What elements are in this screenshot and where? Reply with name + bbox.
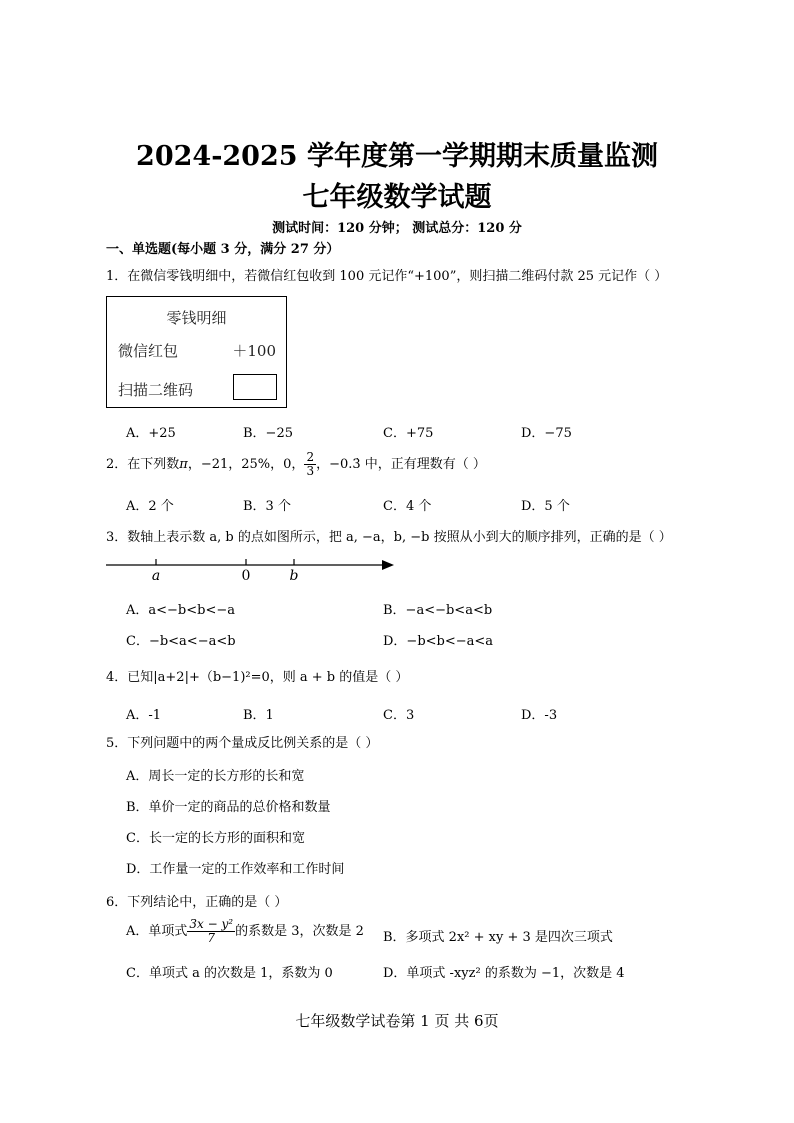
q4-option-b: B．1 (243, 708, 274, 723)
q2-frac-den: 3 (306, 464, 315, 478)
q4-stem: 4．已知|a+2|+（b−1)²=0，则 a + b 的值是（ ） (106, 670, 409, 685)
q4-option-a: A．-1 (126, 708, 162, 723)
q1-option-c: C．+75 (383, 426, 434, 441)
q6-option-d: D．单项式 -xyz² 的系数为 −1，次数是 4 (383, 966, 625, 981)
box-blank-field (233, 374, 277, 400)
q5-option-a: A．周长一定的长方形的长和宽 (126, 769, 305, 784)
q5-option-c: C．长一定的长方形的面积和宽 (126, 831, 305, 846)
q2-stem-pre: 2．在下列数 (106, 457, 180, 472)
q5-option-d: D．工作量一定的工作效率和工作时间 (126, 862, 345, 877)
label-b: b (289, 568, 299, 584)
q3-option-b: B．−a<−b<a<b (383, 603, 493, 618)
q5-stem: 5．下列问题中的两个量成反比例关系的是（ ） (106, 736, 379, 751)
q3-option-a: A．a<−b<b<−a (126, 603, 235, 618)
q5-option-b: B．单价一定的商品的总价格和数量 (126, 800, 331, 815)
q2-option-b: B．3 个 (243, 499, 291, 514)
q6-option-a (126, 914, 364, 950)
q6-a-frac-den: 7 (207, 931, 216, 945)
number-line (104, 552, 396, 586)
q2-stem (106, 450, 486, 480)
q2-stem-nums: ，−21，25%，0， (187, 457, 305, 472)
q3-option-c: C．−b<a<−a<b (126, 634, 236, 649)
q6-a-pre: A．单项式 (126, 924, 188, 939)
pi-symbol: π (179, 457, 188, 472)
q2-fraction (304, 451, 316, 478)
q2-option-a: A．2 个 (126, 499, 174, 514)
q3-option-d: D．−b<b<−a<a (383, 634, 494, 649)
q2-option-c: C．4 个 (383, 499, 432, 514)
q4-option-c: C．3 (383, 708, 415, 723)
q1-stem: 1．在微信零钱明细中，若微信红包收到 100 元记作“+100”，则扫描二维码付款 25 元记作（ ） (106, 269, 668, 284)
exam-title-line2: 七年级数学试题 (302, 182, 492, 213)
q6-option-b: B．多项式 2x² + xy + 3 是四次三项式 (383, 930, 613, 945)
q6-a-frac-num: 3x − y² (189, 916, 234, 931)
label-0: 0 (241, 568, 251, 584)
box-title: 零钱明细 (166, 309, 227, 327)
box-row2-label: 扫描二维码 (118, 381, 194, 399)
label-a: a (151, 568, 161, 584)
q2-option-d: D．5 个 (521, 499, 570, 514)
q6-a-fraction (187, 918, 235, 945)
q2-frac-num: 2 (306, 449, 315, 464)
q1-option-b: B．−25 (243, 426, 293, 441)
number-line-arrow (382, 560, 394, 570)
q3-stem: 3．数轴上表示数 a, b 的点如图所示，把 a, −a，b, −b 按照从小到大的顺序排列，正确的是（ ） (106, 530, 672, 545)
q2-stem-post: ，−0.3̇ 中，正有理数有（ ） (316, 457, 486, 472)
q6-a-post: 的系数是 3，次数是 2 (235, 924, 364, 939)
q6-option-c: C．单项式 a 的次数是 1，系数为 0 (126, 966, 333, 981)
box-row1-label: 微信红包 (118, 342, 179, 360)
wallet-detail-box (106, 296, 287, 408)
section-heading: 一、单选题(每小题 3 分，满分 27 分） (106, 242, 340, 257)
exam-subtitle: 测试时间：120 分钟； 测试总分：120 分 (272, 221, 522, 236)
q1-option-a: A．+25 (126, 426, 176, 441)
q1-option-d: D．−75 (521, 426, 572, 441)
exam-title-line1: 2024-2025 学年度第一学期期末质量监测 (136, 141, 658, 172)
q6-stem: 6．下列结论中，正确的是（ ） (106, 895, 288, 910)
page-footer: 七年级数学试卷第 1 页 共 6页 (295, 1012, 499, 1030)
q4-option-d: D．-3 (521, 708, 558, 723)
box-row1-value: ＋100 (232, 342, 276, 360)
